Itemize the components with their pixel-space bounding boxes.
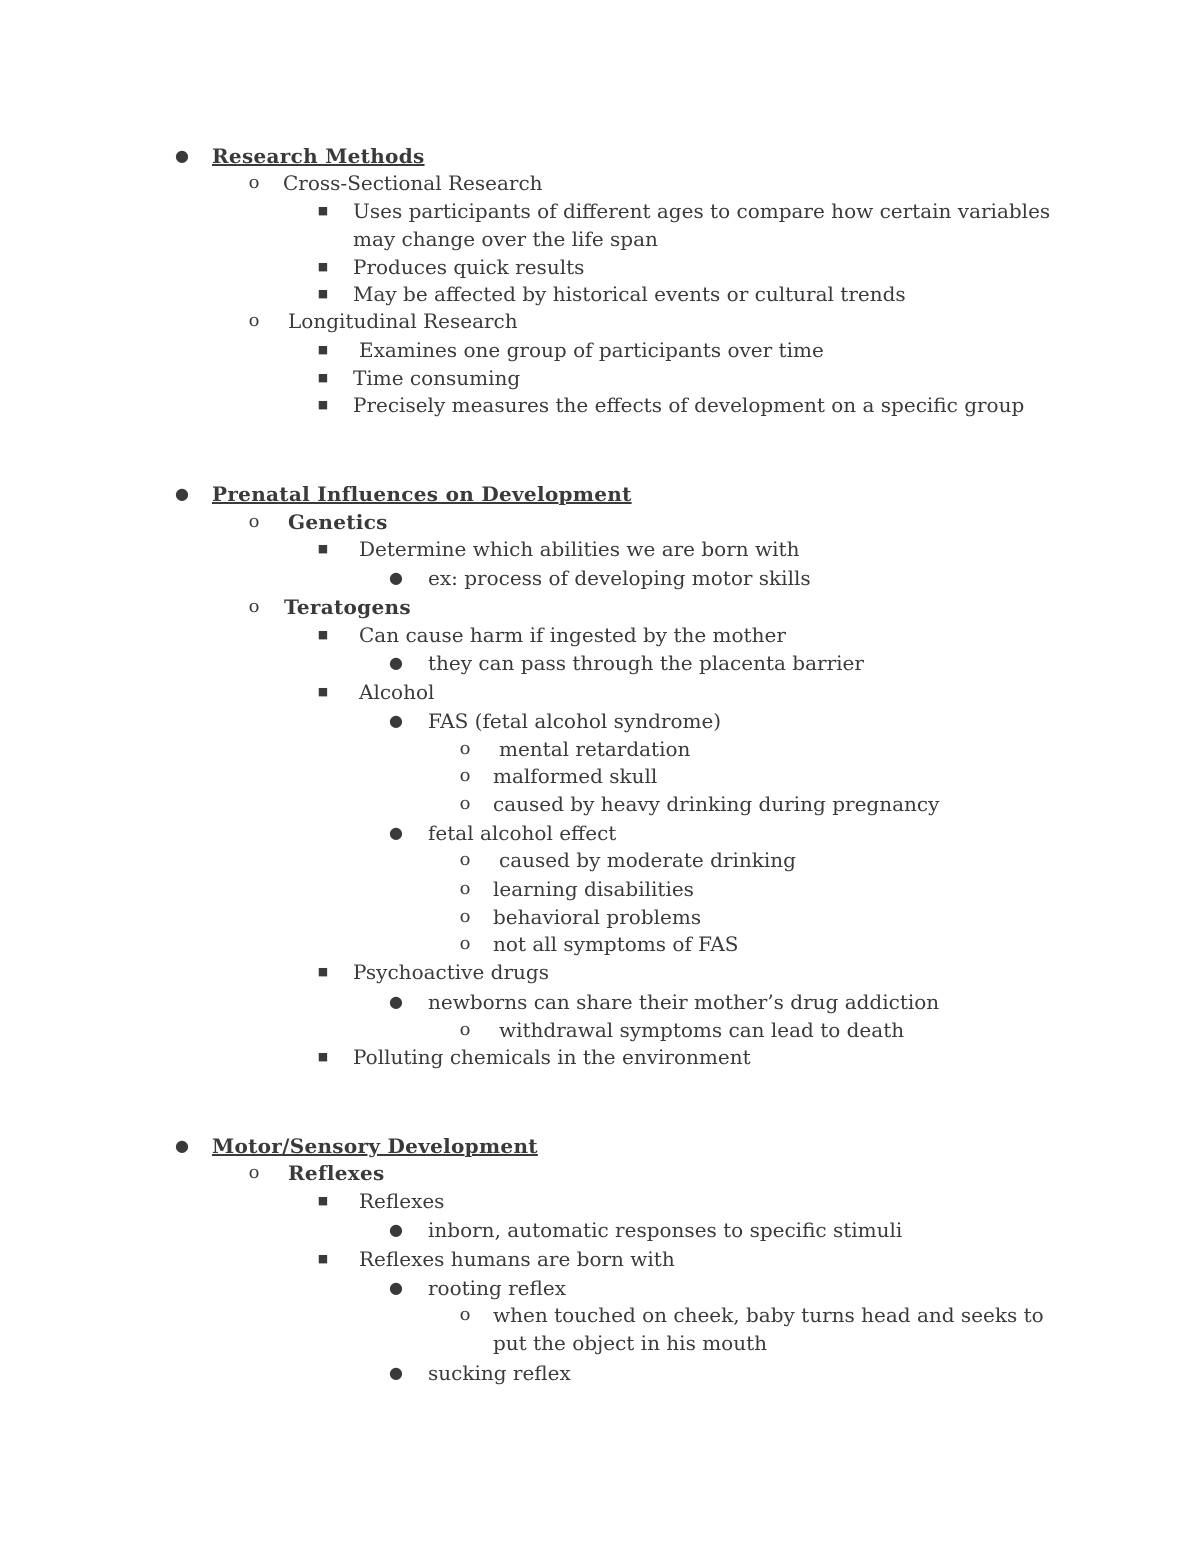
list-item [0,391,1200,419]
circle-bullet: o [459,738,471,759]
list-item-text: sucking reflex [428,1361,571,1385]
disc-bullet: ● [389,1220,403,1239]
disc-bullet: ● [389,1278,403,1297]
list-item [0,707,1200,735]
disc-bullet: ● [175,1136,189,1155]
list-item-text: fetal alcohol effect [428,821,617,845]
square-bullet: ■ [317,1194,329,1207]
list-item-text: ex: process of developing motor skills [428,566,811,590]
list-item-text: Reflexes [288,1161,385,1185]
list-item [0,280,1200,308]
list-item [0,169,1200,197]
list-item [0,958,1200,986]
list-item-text: caused by heavy drinking during pregnancy [493,792,940,816]
square-bullet: ■ [317,260,329,273]
circle-bullet: o [248,1162,260,1183]
list-item-text: caused by moderate drinking [499,848,796,872]
circle-bullet: o [248,511,260,532]
list-item [0,930,1200,958]
list-item [0,735,1200,763]
list-item-text: withdrawal symptoms can lead to death [499,1018,905,1042]
square-bullet: ■ [317,371,329,384]
list-item [0,1301,1200,1329]
circle-bullet: o [459,878,471,899]
circle-bullet: o [248,172,260,193]
section-heading-prenatal-influences [0,480,1200,508]
list-item-text: Reflexes [359,1189,445,1213]
list-item-text: inborn, automatic responses to specific stimuli [428,1218,903,1242]
square-bullet: ■ [317,398,329,411]
square-bullet: ■ [317,965,329,978]
list-item-text: Polluting chemicals in the environment [353,1045,751,1069]
list-item [0,846,1200,874]
circle-bullet: o [459,1019,471,1040]
list-item [0,678,1200,706]
square-bullet: ■ [317,628,329,641]
list-item [0,307,1200,335]
list-item-text: Can cause harm if ingested by the mother [359,623,786,647]
list-item [0,819,1200,847]
circle-bullet: o [459,849,471,870]
list-item [0,253,1200,281]
list-item-text: Genetics [288,510,388,534]
list-item-text: Determine which abilities we are born with [359,537,800,561]
list-item-text: FAS (fetal alcohol syndrome) [428,709,722,733]
list-item [0,364,1200,392]
list-item-text: not all symptoms of FAS [493,932,739,956]
list-item [0,1359,1200,1387]
circle-bullet: o [459,793,471,814]
list-item-text: Alcohol [359,680,435,704]
section-title: Motor/Sensory Development [212,1134,538,1158]
list-item [0,621,1200,649]
list-item-text: May be affected by historical events or cultural trends [353,282,906,306]
list-item-text: Uses participants of different ages to compare how certain variables [353,199,1051,223]
list-item [0,649,1200,677]
list-item [0,1159,1200,1187]
square-bullet: ■ [317,204,329,217]
list-item [0,1187,1200,1215]
list-item [0,875,1200,903]
disc-bullet: ● [175,146,189,165]
list-item-text: learning disabilities [493,877,694,901]
list-item-text: Precisely measures the effects of development on a specific group [353,393,1025,417]
list-item [0,988,1200,1016]
square-bullet: ■ [317,343,329,356]
list-item [0,762,1200,790]
disc-bullet: ● [389,823,403,842]
circle-bullet: o [459,765,471,786]
list-item [0,1216,1200,1244]
circle-bullet: o [459,1304,471,1325]
disc-bullet: ● [389,992,403,1011]
list-item [0,197,1200,225]
square-bullet: ■ [317,685,329,698]
square-bullet: ■ [317,1050,329,1063]
list-item-text: mental retardation [499,737,691,761]
disc-bullet: ● [389,711,403,730]
list-item-text: Psychoactive drugs [353,960,549,984]
disc-bullet: ● [389,568,403,587]
list-item-continuation [0,225,1200,253]
list-item-text: may change over the life span [353,227,658,251]
list-item-text: Reflexes humans are born with [359,1247,675,1271]
list-item [0,1043,1200,1071]
square-bullet: ■ [317,542,329,555]
list-item [0,336,1200,364]
list-item-text: when touched on cheek, baby turns head and seeks to [493,1303,1044,1327]
circle-bullet: o [459,933,471,954]
circle-bullet: o [459,906,471,927]
list-item-text: Teratogens [284,595,411,619]
list-item-text: Cross-Sectional Research [283,171,543,195]
list-item-text: Longitudinal Research [288,309,518,333]
circle-bullet: o [248,596,260,617]
list-item [0,1245,1200,1273]
list-item-text: rooting reflex [428,1276,566,1300]
section-heading-motor-sensory [0,1132,1200,1160]
list-item [0,790,1200,818]
list-item-text: newborns can share their mother’s drug addiction [428,990,940,1014]
list-item [0,593,1200,621]
section-title: Research Methods [212,144,425,168]
list-item-text: put the object in his mouth [493,1331,768,1355]
list-item [0,508,1200,536]
list-item-text: Examines one group of participants over time [359,338,824,362]
list-item [0,1016,1200,1044]
list-item-text: Time consuming [353,366,521,390]
disc-bullet: ● [175,484,189,503]
disc-bullet: ● [389,653,403,672]
list-item [0,1274,1200,1302]
list-item-text: malformed skull [493,764,658,788]
list-item [0,903,1200,931]
disc-bullet: ● [389,1363,403,1382]
list-item [0,535,1200,563]
list-item [0,564,1200,592]
circle-bullet: o [248,310,260,331]
square-bullet: ■ [317,1252,329,1265]
section-heading-research-methods [0,142,1200,170]
square-bullet: ■ [317,287,329,300]
section-title: Prenatal Influences on Development [212,482,632,506]
list-item-text: Produces quick results [353,255,585,279]
list-item-continuation [0,1329,1200,1357]
list-item-text: they can pass through the placenta barrier [428,651,864,675]
list-item-text: behavioral problems [493,905,702,929]
